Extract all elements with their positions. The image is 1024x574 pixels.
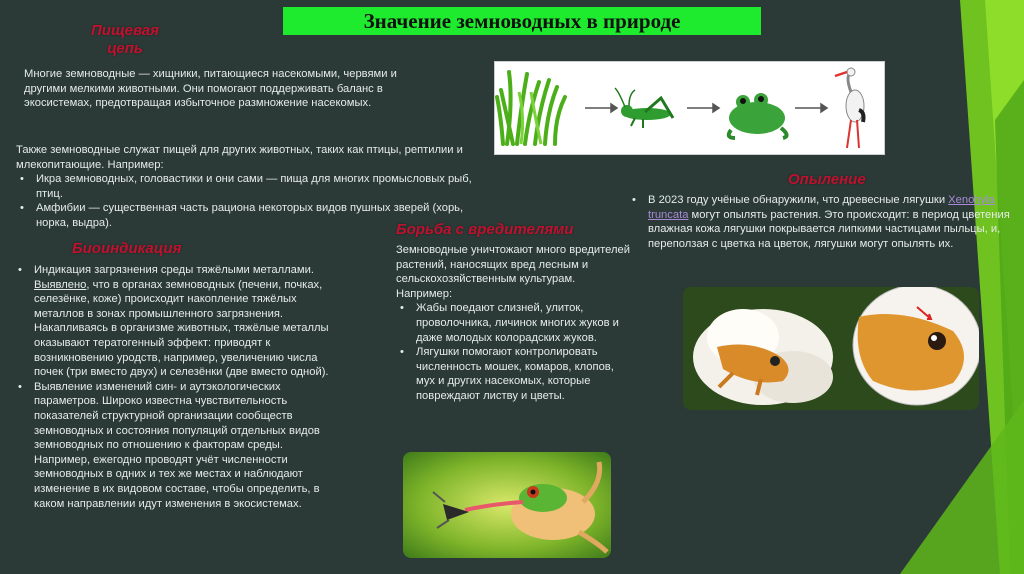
pollination-title: Опыление (788, 171, 866, 188)
title-box (283, 7, 761, 35)
pollination-block (628, 193, 1018, 251)
grasshopper-icon (615, 88, 673, 128)
food-chain-paragraph-1: Многие земноводные — хищники, питающиеся насекомыми, червями и другими мелкими животными. Они помогают поддерживать баланс в экосистемах, предотвращая избыточное размножение насекомых. (24, 68, 397, 110)
list-item: • Икра земноводных, головастики и они сами — пища для многих промысловых рыб, птиц. (16, 172, 498, 201)
bioindication-title: Биоиндикация (72, 240, 182, 257)
list-item: • Амфибии — существенная часть рациона некоторых видов пушных зверей (хорь, норка, выдра). (16, 201, 498, 230)
food-chain-illustration (494, 61, 885, 155)
list-item: • Выявление изменений син- и аутэкологических параметров. Широко известна чувствительность показателей структурной организации сообществ земноводных и состояния популяций отдельных видов земноводных по отношению к факторам среды. Например, ежегодно проводят учёт численности земноводных в одних и тех же местах и наблюдают изменение в их видовом составе, чтобы определить, в каком направлении идут изменения в экосистемах. (14, 380, 342, 511)
grass-icon (497, 72, 565, 144)
page-title: Значение земноводных в природе (363, 8, 681, 33)
food-chain-title: Пищевая цепь (91, 22, 159, 57)
pests-title: Борьба с вредителями (396, 221, 574, 238)
frog-on-flower-photo (683, 287, 979, 410)
species-link[interactable]: Xenohyla truncata (648, 194, 995, 221)
bioindication-list (14, 263, 342, 511)
list-item: • Жабы поедают слизней, улиток, проволочника, личинок многих жуков и даже молодых колорадских жуков. (396, 301, 634, 345)
frog-catching-insect-photo (403, 452, 611, 558)
stork-icon (835, 68, 864, 148)
list-item: • Лягушки помогают контролировать численность мошек, комаров, клопов, мух и других насекомых, которые повреждают листву и цветы. (396, 345, 634, 403)
list-item: • В 2023 году учёные обнаружили, что древесные лягушки Xenohyla truncata могут опылять растения. Это происходит: в период цветения влажная кожа лягушки покрывается липкими частицами пыльцы, и, переползая с цветка на цветок, лягушки могут опылять их. (628, 193, 1018, 251)
pests-block: Земноводные уничтожают много вредителей растений, наносящих вред лесным и сельскохозяйственным культурам. Например: • Жабы поедают слизней, улиток, проволочника, личинок многих жуков и даже молодых колорадских жуков. • Лягушки помогают контролировать численность мошек, комаров, клопов, мух и других насекомых, которые повреждают листву и цветы. (396, 243, 634, 404)
food-chain-block: Также земноводные служат пищей для других животных, таких как птицы, рептилии и млекопитающие. Например: • Икра земноводных, головастики и они сами — пища для многих промысловых рыб, птиц. • Амфибии — существенная часть рациона некоторых видов пушных зверей (хорь, норка, выдра). (16, 143, 498, 231)
list-item: • Индикация загрязнения среды тяжёлыми металлами. Выявлено, что в органах земноводных (печени, почках, селезёнке, коже) происходит накопление тяжёлых металлов в зонах промышленного загрязнения. Накапливаясь в организме животных, тяжёлые металлы оказывают тератогенный эффект: приводят к возникновению уродств, например, увеличению числа почек (три вместо двух) и селезёнки (две вместо одной). (14, 263, 342, 380)
pollination-list (628, 193, 1018, 251)
pests-list (396, 301, 634, 403)
bioindication-block (14, 263, 342, 511)
frog-icon (729, 93, 787, 138)
